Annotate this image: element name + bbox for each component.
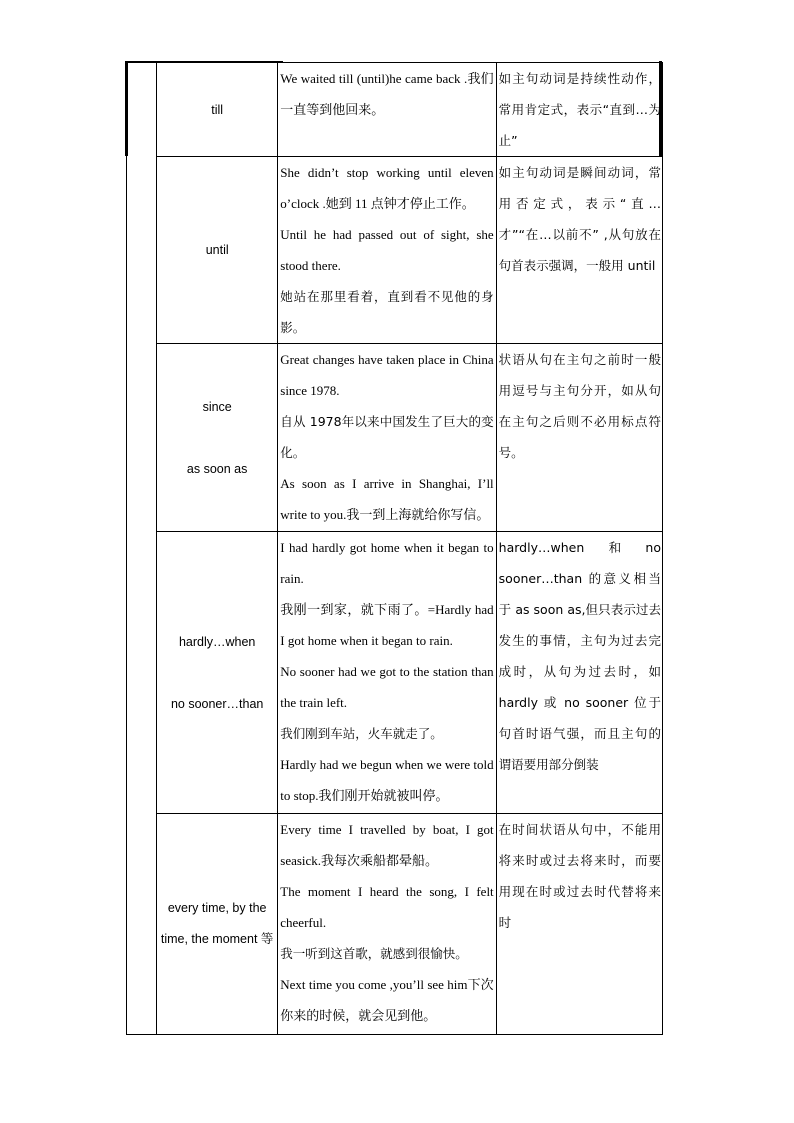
table-row [127,63,663,157]
example-sentence: Next time you come ,you’ll see him下次你来的时候，就会见到他。 [280,977,494,1023]
example-sentence: 自从 1978年以来中国发生了巨大的变化。 [280,414,494,460]
example-sentence: No sooner had we got to the station than the train left. [280,664,494,710]
keyword-text: till [211,102,224,117]
example-sentence: As soon as I arrive in Shanghai, I’ll write to you.我一到上海就给你写信。 [280,476,494,522]
example-sentence: The moment I heard the song, I felt cheerful. [280,884,494,930]
example-sentence: She didn’t stop working until eleven o’clock .她到 11 点钟才停止工作。 [280,165,494,211]
note-cell [496,63,662,157]
table-row [127,344,663,532]
note-cell [496,532,662,814]
keyword-text: as soon as [186,461,248,476]
example-sentence: 我刚一到家，就下雨了。=Hardly had I got home when it began to rain. [280,602,494,648]
example-sentence: Until he had passed out of sight, she stood there. [280,227,494,273]
usage-note: hardly…when和no sooner…than 的意义相当于 as soon as,但只表示过去发生的事情，主句为过去完成时，从句为过去时，如 hardly 或 no sooner 位于句首时语气强，而且主句的谓语要用部分倒装 [498,540,661,772]
note-cell [496,344,662,532]
table-row [127,814,663,1035]
note-cell [496,157,662,344]
example-sentence: 她站在那里看着，直到看不见他的身影。 [280,289,494,335]
keyword-text: no sooner…than [170,696,264,711]
example-cell [278,157,496,344]
example-sentence: We waited till (until)he came back .我们一直等到他回来。 [280,71,494,117]
left-margin-cell [127,63,157,1035]
usage-note: 在时间状语从句中，不能用将来时或过去将来时，而要用现在时或过去时代替将来时 [498,822,661,930]
usage-note: 如主句动词是瞬间动词，常用否定式，表示“直…才”“在…以前不” ,从句放在句首表示强调，一般用 until [498,165,661,273]
example-cell [278,814,496,1035]
keyword-text: hardly…when [178,634,256,649]
keyword-text: since [202,399,232,414]
example-cell [278,532,496,814]
example-cell [278,63,496,157]
example-sentence: Every time I travelled by boat, I got seasick.我每次乘船都晕船。 [280,822,494,868]
note-cell [496,814,662,1035]
keyword-text: until [205,243,229,257]
keyword-text: every time, by the [167,901,267,915]
keyword-cell [157,63,278,157]
conjunction-table [126,62,663,1035]
usage-note: 如主句动词是持续性动作，常用肯定式，表示“直到…为止” [498,71,661,148]
keyword-cell [157,532,278,814]
table-row [127,532,663,814]
example-sentence: Great changes have taken place in China since 1978. [280,352,494,398]
table-row [127,157,663,344]
example-sentence: Hardly had we begun when we were told to stop.我们刚开始就被叫停。 [280,757,494,803]
example-sentence: 我一听到这首歌，就感到很愉快。 [280,946,468,961]
example-sentence: I had hardly got home when it began to rain. [280,540,494,586]
example-cell [278,344,496,532]
usage-note: 状语从句在主句之前时一般用逗号与主句分开，如从句在主句之后则不必用标点符号。 [498,352,661,460]
keyword-text: time, the moment 等 [160,932,274,946]
keyword-cell [157,814,278,1035]
keyword-cell [157,344,278,532]
example-sentence: 我们刚到车站，火车就走了。 [280,726,443,741]
keyword-cell [157,157,278,344]
